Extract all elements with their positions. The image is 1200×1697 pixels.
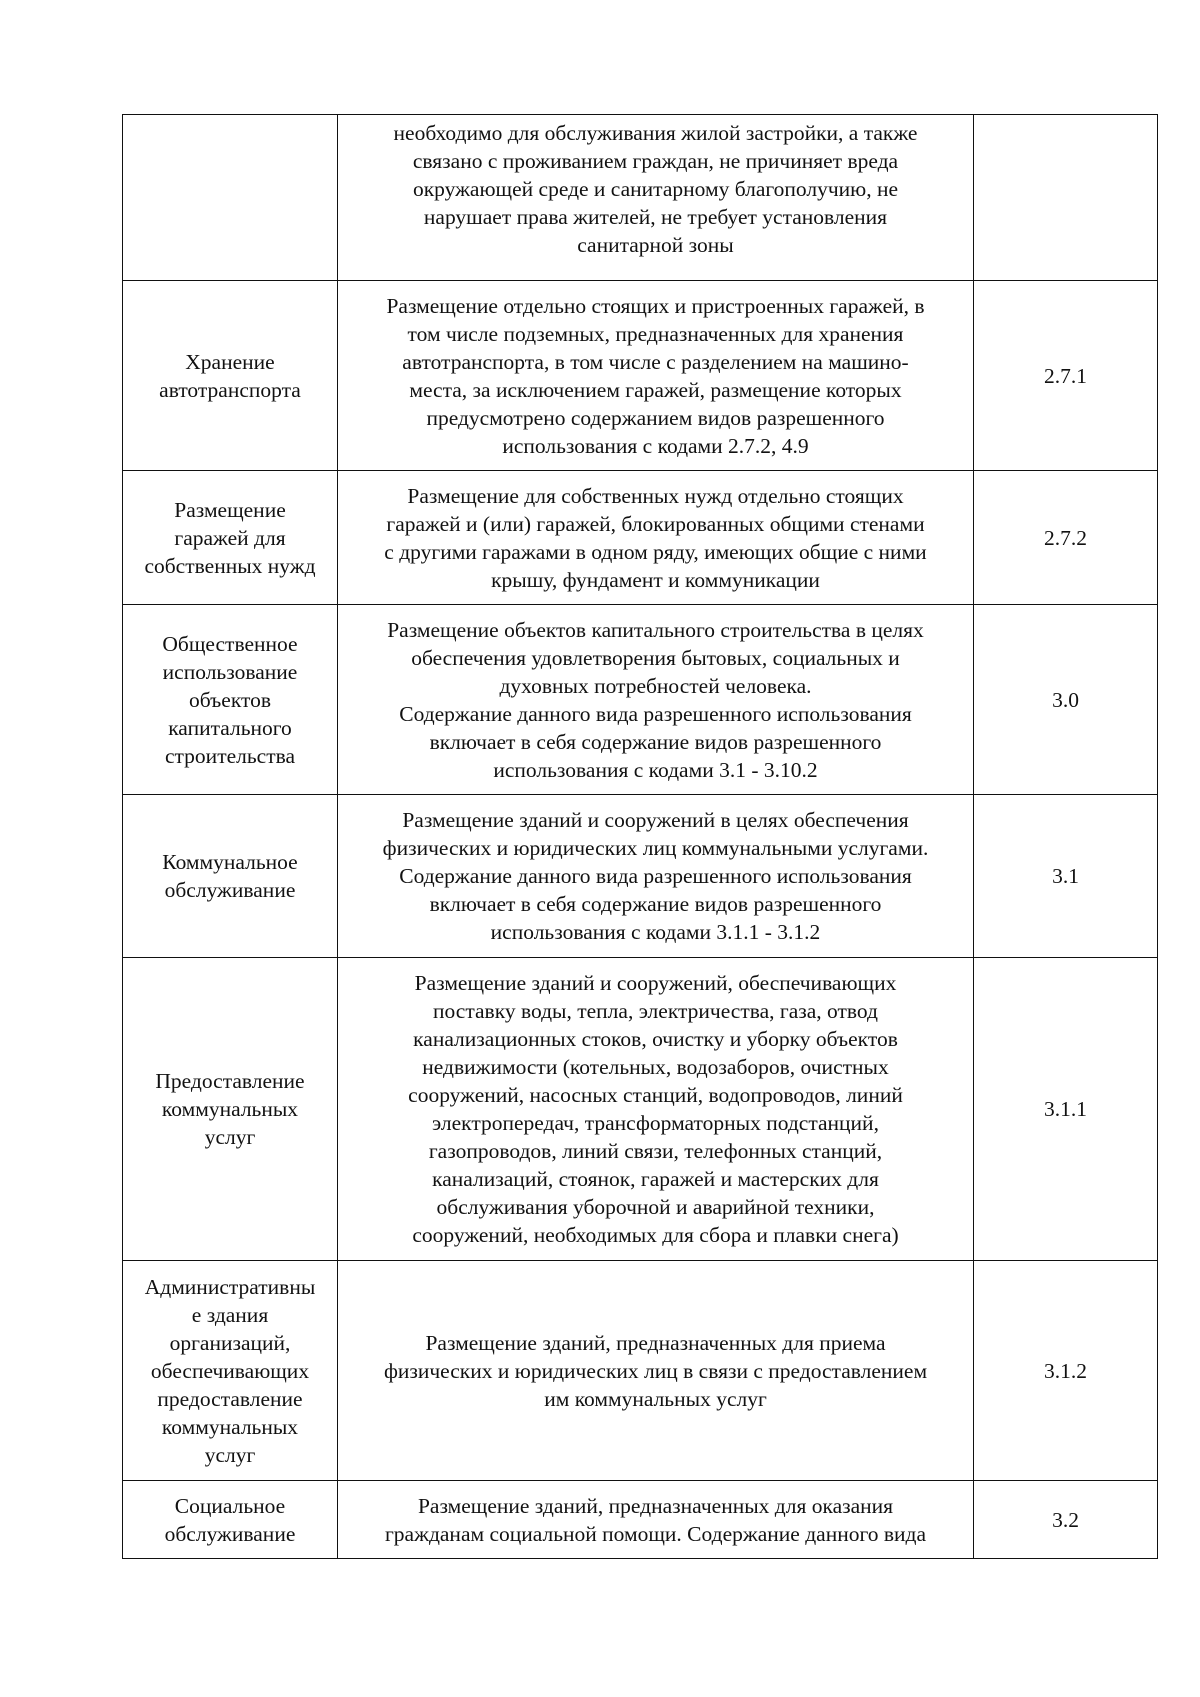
use-description-cell — [338, 605, 974, 795]
use-name-cell — [123, 1481, 338, 1559]
use-name-cell — [123, 795, 338, 958]
table-row — [123, 281, 1158, 471]
use-code: 3.1 — [1052, 864, 1079, 888]
use-description-cell — [338, 471, 974, 605]
use-name-cell — [123, 281, 338, 471]
use-name-cell — [123, 471, 338, 605]
use-code: 3.2 — [1052, 1507, 1079, 1532]
use-code-cell — [974, 958, 1158, 1261]
table-row — [123, 115, 1158, 281]
table-row — [123, 1481, 1158, 1559]
use-name-cell — [123, 958, 338, 1261]
use-description-cell — [338, 115, 974, 281]
use-description: Размещение зданий, предназначенных для приема физических и юридических лиц в связи с предоставлением им коммунальных услуг — [383, 1330, 928, 1411]
use-name: Предоставление коммунальных услуг — [155, 1069, 305, 1149]
use-description-cell — [338, 1261, 974, 1481]
use-code: 2.7.2 — [1044, 525, 1087, 550]
table-row — [123, 958, 1158, 1261]
table-row — [123, 605, 1158, 795]
use-description-cell — [338, 795, 974, 958]
use-code: 3.0 — [1052, 687, 1079, 712]
use-code-cell — [974, 605, 1158, 795]
use-code-cell — [974, 795, 1158, 958]
use-code-cell — [974, 471, 1158, 605]
use-name: Коммунальное обслуживание — [162, 850, 298, 902]
use-code: 3.1.2 — [1044, 1358, 1087, 1383]
use-code-cell — [974, 115, 1158, 281]
use-code-cell — [974, 1261, 1158, 1481]
use-description: Размещение отдельно стоящих и пристроенных гаражей, в том числе подземных, предназначенных для хранения автотранспорта, в том числе с разделением на машино- места, за исключением гаражей, размещение которых предусмотрено содержанием видов разрешенного использования с кодами 2.7.2, 4.9 — [386, 293, 925, 458]
use-name-cell — [123, 1261, 338, 1481]
table-row — [123, 471, 1158, 605]
use-code: 3.1.1 — [1044, 1097, 1087, 1121]
use-name: Административны е здания организаций, обеспечивающих предоставление коммунальных услуг — [144, 1274, 316, 1467]
use-description: необходимо для обслуживания жилой застройки, а также связано с проживанием граждан, не причиняет вреда окружающей среде и санитарному благополучию, не нарушает права жителей, не требует установления санитарной зоны — [393, 121, 918, 257]
use-code: 2.7.1 — [1044, 363, 1087, 388]
table-row — [123, 1261, 1158, 1481]
land-use-table — [122, 114, 1158, 1559]
use-description: Размещение для собственных нужд отдельно стоящих гаражей и (или) гаражей, блокированных общими стенами с другими гаражами в одном ряду, имеющих общие с ними крышу, фундамент и коммуникации — [384, 483, 927, 592]
use-description: Размещение объектов капитального строительства в целях обеспечения удовлетворения бытовых, социальных и духовных потребностей человека. Содержание данного вида разрешенного использования включает в себя содержание видов разрешенного использования с кодами 3.1 - 3.10.2 — [387, 617, 924, 782]
use-name: Размещение гаражей для собственных нужд — [144, 497, 316, 578]
use-description-cell — [338, 1481, 974, 1559]
use-name-cell — [123, 115, 338, 281]
use-code-cell — [974, 1481, 1158, 1559]
table-row — [123, 795, 1158, 958]
use-name: Социальное обслуживание — [164, 1493, 296, 1546]
use-name: Общественное использование объектов капитального строительства — [162, 631, 298, 768]
use-description: Размещение зданий и сооружений, обеспечивающих поставку воды, тепла, электричества, газа, отвод канализационных стоков, очистку и уборку объектов недвижимости (котельных, водозаборов, очистных сооружений, насосных станций, водопроводов, линий электропередач, трансформаторных подстанций, газопроводов, линий связи, телефонных станций, канализаций, стоянок, гаражей и мастерских для обслуживания уборочной и аварийной техники, сооружений, необходимых для сбора и плавки снега) — [408, 971, 903, 1247]
use-name-cell — [123, 605, 338, 795]
use-code-cell — [974, 281, 1158, 471]
use-description: Размещение зданий и сооружений в целях обеспечения физических и юридических лиц коммунальными услугами. Содержание данного вида разрешенного использования включает в себя содержание видов разрешенного использования с кодами 3.1.1 - 3.1.2 — [382, 808, 929, 944]
use-name: Хранение автотранспорта — [159, 349, 301, 402]
use-description-cell — [338, 958, 974, 1261]
use-description: Размещение зданий, предназначенных для оказания гражданам социальной помощи. Содержание данного вида — [384, 1493, 927, 1546]
use-description-cell — [338, 281, 974, 471]
